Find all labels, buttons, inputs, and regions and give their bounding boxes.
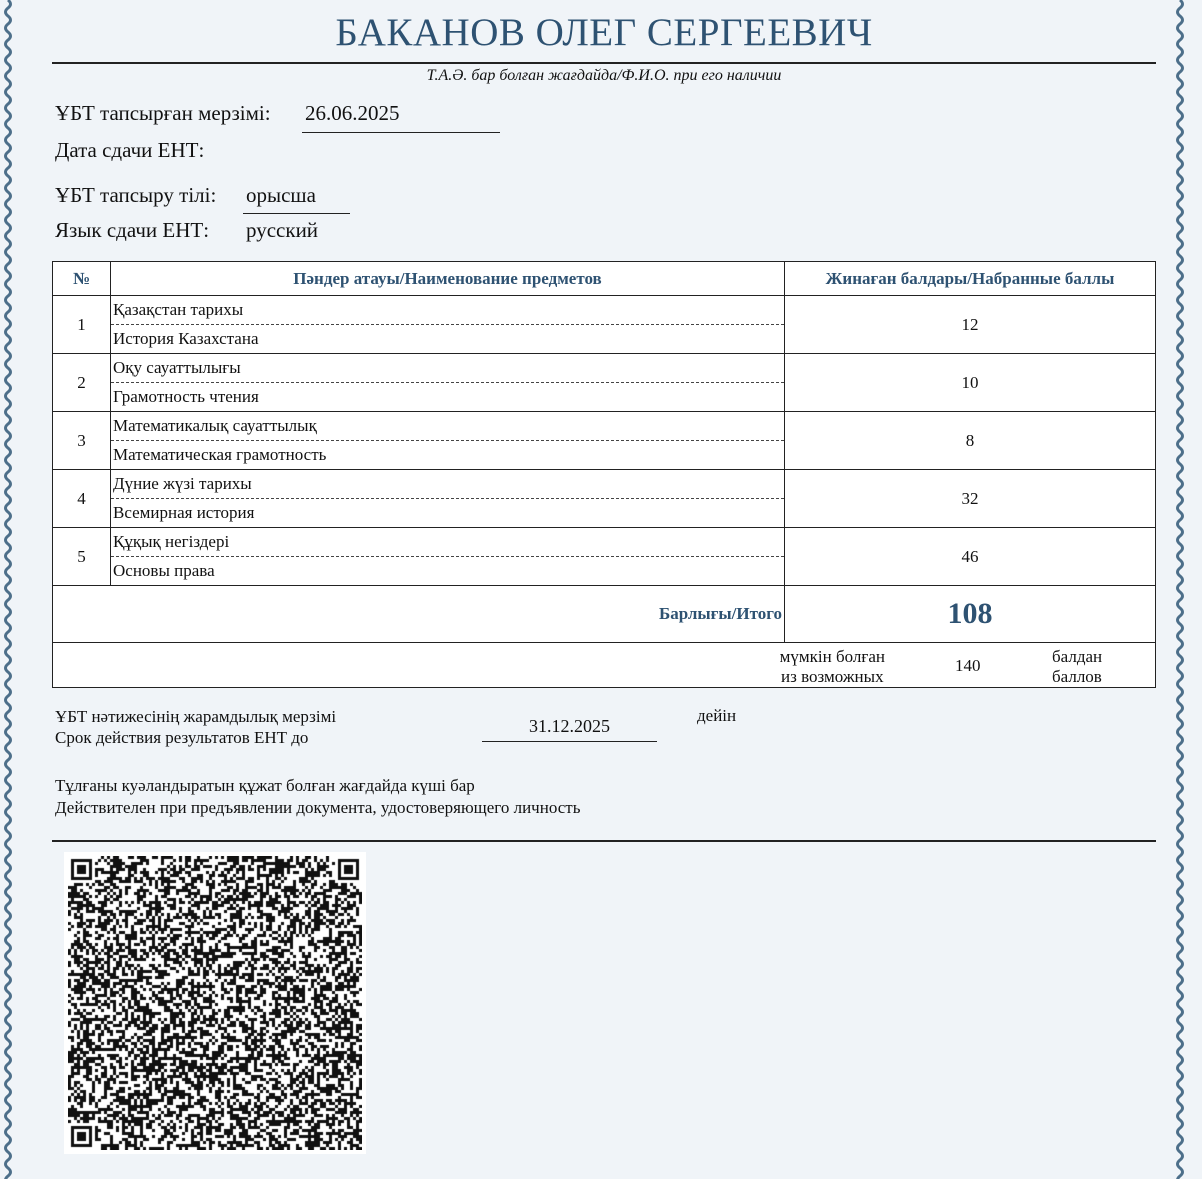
subject-name-ru: Всемирная история	[113, 503, 255, 522]
validity-underline	[482, 741, 657, 742]
exam-language-underline	[243, 213, 350, 214]
validity-label-kk: ҰБТ нәтижесінің жарамдылық мерзімі	[55, 707, 337, 726]
name-caption: Т.А.Ә. бар болған жағдайда/Ф.И.О. при его наличии	[426, 67, 782, 84]
row-score: 46	[785, 528, 1156, 586]
ornamental-border-left	[2, 0, 14, 1179]
possible-left-text	[780, 647, 885, 687]
possible-max: 140	[955, 656, 981, 675]
row-subject	[111, 528, 785, 586]
validity-suffix: дейін	[697, 706, 737, 725]
table-row	[53, 296, 1156, 354]
table-row	[53, 354, 1156, 412]
total-value: 108	[785, 586, 1156, 643]
subject-name-kk: Дүние жүзі тарихы	[111, 470, 784, 499]
validity-label	[55, 706, 336, 748]
exam-date-value: 26.06.2025	[305, 101, 400, 125]
header-number: №	[53, 262, 111, 296]
subject-name-kk: Қазақстан тарихы	[111, 296, 784, 325]
row-subject	[111, 296, 785, 354]
ornamental-border-right	[1174, 0, 1186, 1179]
total-row	[53, 586, 1156, 643]
table-row	[53, 412, 1156, 470]
row-score: 10	[785, 354, 1156, 412]
table-header-row	[53, 262, 1156, 296]
exam-date-underline	[302, 132, 500, 133]
row-number: 5	[53, 528, 111, 586]
subject-name-ru: Грамотность чтения	[113, 387, 259, 406]
table-row	[53, 528, 1156, 586]
row-number: 4	[53, 470, 111, 528]
identity-notice	[55, 775, 580, 819]
scores-table	[52, 261, 1156, 688]
exam-language-label-kk: ҰБТ тапсыру тілі:	[55, 183, 217, 207]
subject-name-kk: Математикалық сауаттылық	[111, 412, 784, 441]
identity-notice-ru: Действителен при предъявлении документа, удостоверяющего личность	[55, 798, 581, 817]
row-number: 2	[53, 354, 111, 412]
row-subject	[111, 412, 785, 470]
total-label: Барлығы/Итого	[53, 586, 785, 643]
subject-name-kk: Құқық негіздері	[111, 528, 784, 557]
possible-right-kk: балдан	[1052, 647, 1103, 666]
subject-name-ru: Математическая грамотность	[113, 445, 327, 464]
qr-code-pattern	[68, 856, 362, 1150]
row-score: 8	[785, 412, 1156, 470]
bottom-divider	[52, 840, 1156, 842]
row-subject	[111, 470, 785, 528]
possible-left-kk: мүмкін болған	[779, 647, 885, 666]
possible-left-ru: из возможных	[781, 667, 884, 686]
table-row	[53, 470, 1156, 528]
row-number: 3	[53, 412, 111, 470]
possible-right-text	[1052, 647, 1102, 687]
header-score: Жинаған балдары/Набранные баллы	[785, 262, 1156, 296]
subject-name-ru: История Казахстана	[113, 329, 259, 348]
exam-language-label-ru: Язык сдачи ЕНТ:	[55, 218, 210, 242]
possible-right-ru: баллов	[1052, 667, 1102, 686]
validity-date: 31.12.2025	[529, 716, 610, 736]
exam-language-value-kk: орысша	[246, 183, 316, 207]
subject-name-kk: Оқу сауаттылығы	[111, 354, 784, 383]
exam-date-label-ru: Дата сдачи ЕНТ:	[55, 138, 205, 162]
identity-notice-kk: Тұлғаны куәландыратын құжат болған жағдайда күші бар	[55, 776, 475, 795]
exam-date-label-kk: ҰБТ тапсырған мерзімі:	[55, 101, 271, 125]
possible-row	[53, 643, 1156, 688]
row-subject	[111, 354, 785, 412]
name-underline	[52, 62, 1156, 64]
header-subject: Пәндер атауы/Наименование предметов	[111, 262, 785, 296]
validity-label-ru: Срок действия результатов ЕНТ до	[55, 728, 309, 747]
row-number: 1	[53, 296, 111, 354]
row-score: 32	[785, 470, 1156, 528]
subject-name-ru: Основы права	[113, 561, 215, 580]
row-score: 12	[785, 296, 1156, 354]
full-name: БАКАНОВ ОЛЕГ СЕРГЕЕВИЧ	[335, 11, 873, 54]
exam-language-value-ru: русский	[246, 218, 319, 242]
qr-code-icon	[64, 852, 366, 1154]
